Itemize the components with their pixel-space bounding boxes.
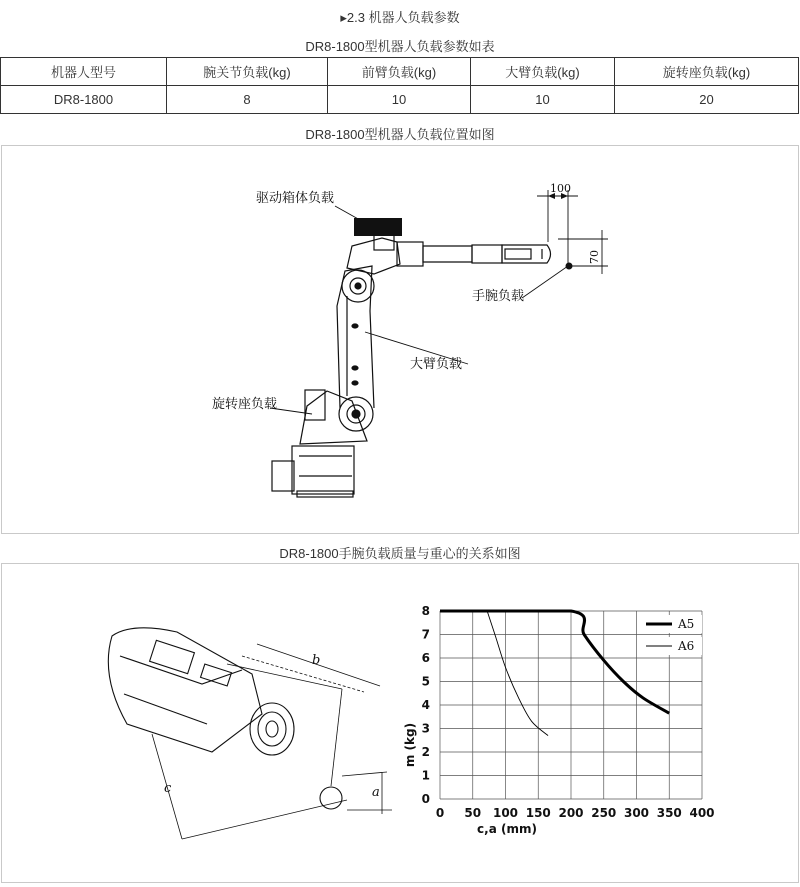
wrist-load-figure — [1, 563, 799, 883]
cell-upper-arm-load: 10 — [471, 86, 615, 114]
x-tick-label: 200 — [558, 806, 584, 820]
legend-label-a5: A5 — [678, 617, 695, 631]
header-forearm-load: 前臂负载(kg) — [328, 58, 471, 86]
label-b: b — [312, 653, 321, 668]
base-housing — [292, 446, 354, 494]
cell-forearm-load: 10 — [328, 86, 471, 114]
y-tick-label: 6 — [421, 651, 430, 665]
label-dim-100: 100 — [550, 182, 571, 195]
robot-load-figure — [1, 145, 799, 534]
figure2-caption: DR8-1800手腕负载质量与重心的关系如图 — [279, 546, 521, 561]
x-tick-label: 100 — [492, 806, 519, 820]
y-tick-label: 7 — [421, 627, 430, 642]
drive-box-load-block — [354, 218, 402, 236]
wrist-flange — [250, 703, 294, 755]
y-tick-label: 3 — [421, 721, 430, 736]
table-caption: DR8-1800型机器人负载参数如表 — [305, 39, 495, 54]
y-tick-label: 0 — [421, 792, 430, 806]
wrist-load-point — [566, 263, 573, 270]
y-axis-label: m (kg) — [403, 722, 417, 768]
figure1-caption: DR8-1800型机器人负载位置如图 — [305, 127, 495, 142]
label-a: a — [372, 785, 380, 800]
load-parameter-table — [0, 57, 799, 114]
header-wrist-load: 腕关节负载(kg) — [167, 58, 328, 86]
wrist-leader — [522, 266, 568, 298]
x-tick-label: 150 — [525, 806, 551, 820]
y-tick-label: 1 — [421, 768, 430, 783]
section-heading: ▸2.3 机器人负载参数 — [340, 10, 460, 25]
x-tick-label: 0 — [435, 806, 445, 820]
x-tick-label: 400 — [689, 806, 715, 820]
forearm-tube — [423, 246, 472, 262]
x-axis-label: c,a (mm) — [477, 822, 537, 836]
cell-base-load: 20 — [615, 86, 799, 114]
header-base-load: 旋转座负载(kg) — [615, 58, 799, 86]
header-model: 机器人型号 — [1, 58, 167, 86]
label-dim-70: 70 — [588, 250, 601, 264]
label-base-load: 旋转座负载 — [212, 397, 278, 412]
label-c: c — [164, 781, 172, 796]
table-header-row — [1, 58, 799, 86]
wrist-figure-svg — [2, 564, 798, 882]
wrist-unit — [502, 245, 551, 263]
y-tick-label: 2 — [421, 745, 430, 759]
forearm-motor — [397, 242, 423, 266]
wrist-drawing — [108, 628, 342, 809]
base-motor — [272, 461, 294, 491]
cell-wrist-load: 8 — [167, 86, 328, 114]
payload-chart — [403, 604, 715, 836]
wrist-body — [108, 628, 262, 752]
header-upper-arm-load: 大臂负载(kg) — [471, 58, 615, 86]
x-tick-label: 300 — [623, 806, 650, 820]
y-tick-label: 4 — [421, 698, 430, 712]
label-wrist-load: 手腕负载 — [472, 289, 525, 304]
table-row — [1, 86, 799, 114]
series-line-a6 — [487, 611, 548, 736]
x-tick-label: 50 — [464, 806, 482, 820]
x-tick-label: 250 — [591, 806, 617, 820]
cell-model: DR8-1800 — [1, 86, 167, 114]
series-line-a5 — [440, 611, 669, 713]
x-tick-label: 350 — [656, 806, 682, 820]
y-tick-label: 8 — [421, 604, 430, 618]
label-drive-box-load: 驱动箱体负载 — [256, 191, 335, 206]
legend-label-a6: A6 — [678, 639, 695, 653]
robot-drawing — [2, 146, 798, 533]
y-tick-label: 5 — [421, 674, 430, 689]
label-upper-arm-load: 大臂负载 — [410, 357, 463, 372]
drive-box-leader — [335, 206, 360, 220]
